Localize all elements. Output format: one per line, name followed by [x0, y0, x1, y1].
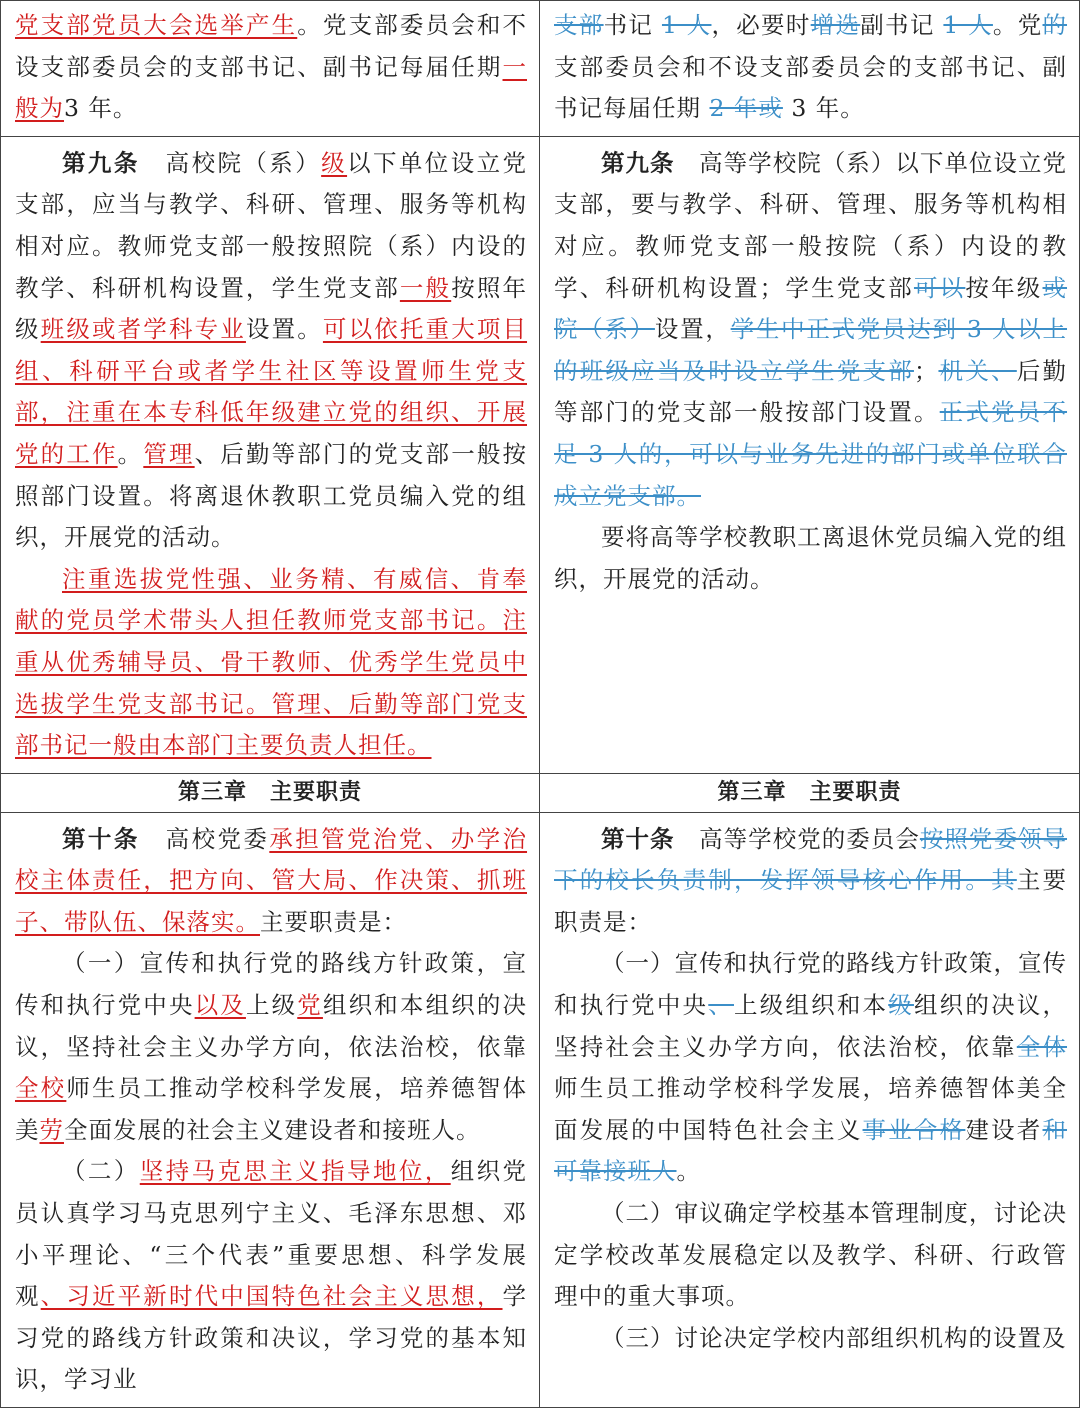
article-number: 第九条 — [601, 148, 675, 177]
text-segment: 副书记 — [860, 11, 944, 39]
text-segment: 高等学校党的委员会 — [674, 824, 920, 853]
deleted-text: 和可靠接班人 — [554, 1115, 1068, 1186]
deleted-text: 1 人 — [943, 11, 993, 39]
text-segment: 后勤等部门的党支部一般按部门设置。 — [554, 356, 1068, 427]
text-segment: 3 年。 — [64, 94, 138, 123]
text-segment: 组织党员认真学习马克思列宁主义、毛泽东思想、邓小平理论、“三个代表”重要思想、科学发展观 — [15, 1157, 528, 1311]
deleted-text: 机关、 — [938, 356, 1017, 385]
paragraph — [15, 819, 527, 944]
text-segment: 高校院（系） — [139, 148, 322, 177]
text-segment: 按年级 — [965, 273, 1043, 302]
paragraph — [554, 517, 1067, 600]
text-segment: ； — [913, 356, 939, 385]
deleted-text: 1 人 — [661, 11, 712, 39]
text-segment: 书记 — [603, 11, 662, 39]
right-cell — [540, 812, 1080, 1407]
text-segment: 要将高等学校教职工离退休党员编入党的组织，开展党的活动。 — [554, 523, 1067, 593]
text-segment: 高等学校院（系）以下单位设立党支部，要与教学、科研、管理、服务等机构相对应。教师党支部一般按院（系）内设的教学、科研机构设置；学生党支部 — [554, 148, 1068, 302]
deleted-text: 的 — [1042, 11, 1068, 39]
paragraph — [15, 143, 527, 559]
added-text: 党支部党员大会选举产生 — [15, 11, 298, 39]
deleted-text: 、 — [708, 991, 734, 1020]
text-segment: 上级组织和本 — [733, 991, 889, 1020]
deleted-text: 增选 — [810, 11, 861, 39]
added-text: 可以依托重大项目组、科研平台或者学生社区等设置师生党支部，注重在本专科低年级建立党的组织、开展党的工作 — [15, 315, 528, 468]
added-text: 一般 — [399, 273, 452, 302]
text-segment: 建设者 — [965, 1115, 1043, 1144]
paragraph — [554, 819, 1067, 944]
paragraph — [554, 5, 1067, 130]
text-segment: 组织的决议，坚持社会主义办学方向，依法治校，依靠 — [554, 991, 1068, 1061]
text-segment: 。 — [117, 439, 144, 468]
deleted-text: 支部 — [554, 11, 604, 39]
text-segment: ，必要时 — [711, 11, 811, 39]
text-segment: 学习党的路线方针政策和决议，学习党的基本知识，学习业 — [15, 1282, 528, 1394]
added-text: 级 — [321, 148, 348, 177]
article-number: 第十条 — [601, 824, 675, 853]
added-text: 、习近平新时代中国特色社会主义思想， — [40, 1282, 503, 1311]
deleted-text: 或院（系） — [554, 273, 1068, 344]
chapter-heading-left: 第三章 主要职责 — [1, 773, 540, 812]
chapter-heading-row — [1, 773, 1080, 812]
left-cell — [1, 1, 540, 137]
text-segment: （二） — [62, 1157, 140, 1186]
text-segment: （三）讨论决定学校内部组织机构的设置及 — [601, 1323, 1067, 1352]
text-segment: 3 年。 — [782, 94, 865, 123]
added-text: 以及 — [194, 991, 246, 1020]
text-segment: 主要职责是： — [554, 866, 1068, 936]
table-row — [1, 136, 1080, 773]
text-segment: 以下单位设立党支部，应当与教学、科研、管理、服务等机构相对应。教师党支部一般按照院（系）内设的教学、科研机构设置，学生党支部 — [15, 148, 528, 302]
text-segment: 主要职责是： — [260, 907, 407, 936]
text-segment: 高校党委 — [139, 824, 270, 853]
paragraph — [15, 5, 527, 130]
deleted-text: 全体 — [1016, 1032, 1068, 1061]
text-segment: 设置。 — [245, 315, 323, 344]
text-segment: （一）宣传和执行党的路线方针政策，宣传和执行党中央 — [15, 949, 527, 1020]
table-row — [1, 812, 1080, 1407]
text-segment: 。党支部委员会和不设支部委员会的支部书记、副书记每届任期 — [15, 11, 528, 81]
text-segment: 上级 — [245, 991, 298, 1020]
article-number: 第十条 — [62, 824, 140, 853]
added-text: 管理 — [143, 439, 195, 468]
deleted-text: 事业合格 — [862, 1115, 966, 1144]
deleted-text: 学生中正式党员达到 3 人以上的班级应当及时设立学生党支部 — [554, 315, 1068, 385]
paragraph — [15, 943, 527, 1151]
text-segment: （二）审议确定学校基本管理制度，讨论决定学校改革发展稳定以及教学、科研、行政管理中的重大事项。 — [554, 1199, 1067, 1311]
added-text: 劳 — [39, 1115, 64, 1144]
right-cell — [540, 136, 1080, 773]
right-cell — [540, 1, 1080, 137]
table-row — [1, 1, 1080, 137]
paragraph — [15, 559, 527, 767]
chapter-heading-right: 第三章 主要职责 — [540, 773, 1080, 812]
text-segment: 、后勤等部门的党支部一般按照部门设置。将离退休教职工党员编入党的组织，开展党的活动。 — [15, 439, 528, 552]
added-text: 一般为 — [15, 52, 527, 123]
paragraph — [554, 1318, 1067, 1360]
added-text: 班级或者学科专业 — [40, 315, 246, 344]
text-segment: （一）宣传和执行党的路线方针政策，宣传和执行党中央 — [554, 949, 1067, 1020]
deleted-text: 按照党委领导下的校长负责制，发挥领导核心作用。其 — [554, 824, 1068, 895]
left-cell — [1, 136, 540, 773]
text-segment: 师生员工推动学校科学发展，培养德智体美 — [15, 1074, 528, 1144]
paragraph — [554, 1193, 1067, 1318]
text-segment: 支部委员会和不设支部委员会的支部书记、副书记每届任期 — [554, 52, 1067, 123]
paragraph — [554, 143, 1067, 517]
added-text: 党 — [297, 991, 323, 1020]
added-text: 承担管党治党、办学治校主体责任，把方向、管大局、作决策、抓班子、带队伍、保落实。 — [15, 824, 528, 936]
paragraph — [15, 1151, 527, 1401]
text-segment: 师生员工推动学校科学发展，培养德智体美全面发展的中国特色社会主义 — [554, 1074, 1067, 1144]
deleted-text: 正式党员不足 3 人的，可以与业务先进的部门或单位联合成立党支部。 — [554, 398, 1068, 510]
text-segment: 按照年级 — [15, 273, 528, 344]
added-text: 坚持马克思主义指导地位， — [139, 1157, 451, 1186]
text-segment: 全面发展的社会主义建设者和接班人。 — [64, 1115, 481, 1144]
deleted-text: 级 — [888, 991, 914, 1020]
paragraph — [554, 943, 1067, 1193]
text-segment: 组织和本组织的决议，坚持社会主义办学方向，依法治校，依靠 — [15, 991, 528, 1061]
text-segment: 。 — [676, 1157, 701, 1186]
added-text: 注重选拔党性强、业务精、有威信、肯奉献的党员学术带头人担任教师党支部书记。注重从优秀辅导员、骨干教师、优秀学生党员中选拔学生党支部书记。管理、后勤等部门党支部书记一般由本部门主要负责人担任。 — [15, 564, 527, 760]
added-text: 全校 — [15, 1074, 67, 1103]
text-segment: 。党 — [992, 11, 1043, 39]
deleted-text: 2 年或 — [709, 94, 783, 123]
deleted-text: 可以 — [913, 273, 966, 302]
text-segment: 设置， — [654, 315, 731, 344]
article-number: 第九条 — [62, 148, 140, 177]
left-cell — [1, 812, 540, 1407]
